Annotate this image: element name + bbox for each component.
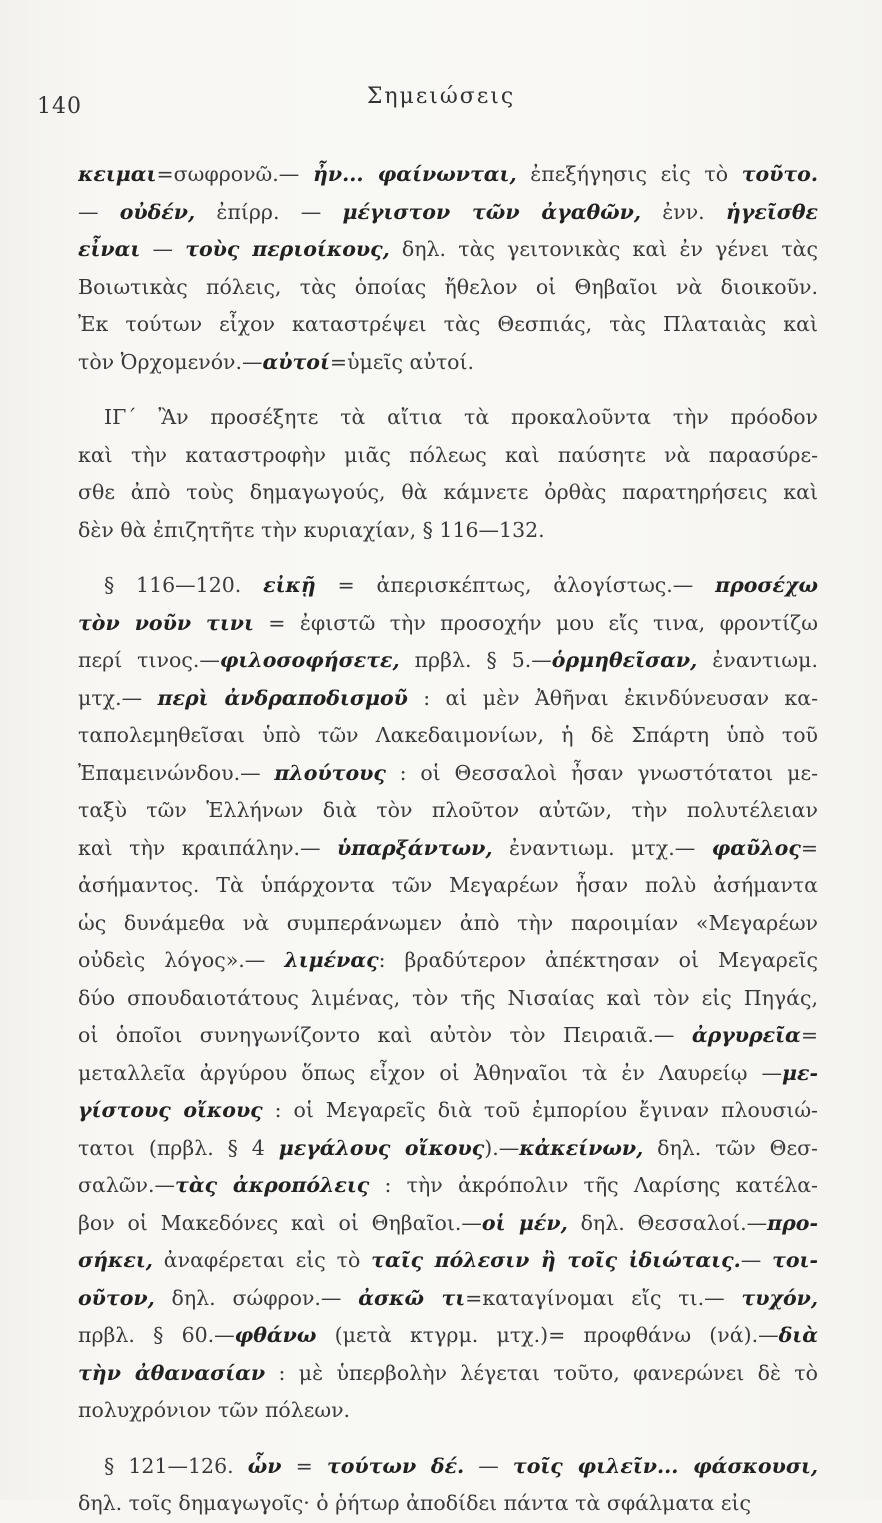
commentary-text: § 121—126.	[104, 1453, 248, 1478]
commentary-text: (μετὰ κτγρμ. μτχ.)= προφθάνω (νά).—	[316, 1323, 779, 1347]
text-line	[78, 1017, 818, 1055]
text-line	[78, 1092, 818, 1130]
commentary-text: μτχ.—	[78, 685, 158, 710]
text-line	[78, 1055, 818, 1093]
commentary-text: =σωφρονῶ.—	[156, 162, 313, 186]
lemma-term: μεγάλους οἴκους	[278, 1135, 485, 1160]
commentary-text: δύο σπουδαιοτάτους λιμένας, τὸν τῆς Νισαίας καὶ τὸν εἰς Πηγάς,	[78, 985, 818, 1010]
commentary-text: καὶ τὴν κραιπάλην.—	[78, 835, 338, 860]
lemma-term: διὰ	[778, 1323, 818, 1347]
paragraph-gap	[78, 381, 818, 399]
text-line	[78, 1130, 818, 1168]
lemma-term: ὑπαρξάντων,	[337, 835, 493, 860]
commentary-text: δὲν θὰ ἐπιζητῆτε τὴν κυριαχίαν, § 116—132.	[78, 517, 545, 542]
commentary-text: : οἱ Μεγαρεῖς διὰ τοῦ ἐμπορίου ἔγιναν πλουσιώ-	[262, 1098, 818, 1122]
text-line	[78, 867, 818, 905]
lemma-term: ἀργυρεῖα	[691, 1023, 801, 1047]
lemma-term: προ-	[767, 1210, 818, 1235]
lemma-term: φιλοσοφήσετε,	[219, 648, 400, 672]
text-line	[78, 1280, 818, 1318]
text-line	[78, 1485, 818, 1523]
commentary-text: τὸν Ὀρχομενόν.—	[78, 349, 263, 374]
text-line	[78, 942, 818, 980]
text-line	[78, 194, 818, 232]
lemma-term: αὐτοί	[262, 349, 330, 374]
lemma-term: τοῖς φιλεῖν... φάσκουσι,	[512, 1453, 818, 1478]
text-line	[78, 231, 818, 269]
lemma-term: με-	[782, 1060, 818, 1085]
commentary-text: δηλ. τοῖς δημαγωγοῖς· ὁ ῥήτωρ ἀποδίδει πάντα τὰ σφάλματα εἰς	[78, 1491, 752, 1515]
commentary-text: Ἐπαμεινώνδου.—	[78, 760, 275, 785]
text-line	[78, 1205, 818, 1243]
page-number: 140	[37, 94, 82, 119]
commentary-text: δηλ. Θεσσαλοί.—	[567, 1210, 768, 1235]
text-line	[78, 437, 818, 475]
commentary-text: Βοιωτικὰς πόλεις, τὰς ὁποίας ἤθελον οἱ Θηβαῖοι νὰ διοικοῦν.	[78, 274, 818, 299]
commentary-text: οὐδεὶς λόγος».—	[78, 948, 285, 972]
text-line	[78, 680, 818, 718]
text-line	[78, 1448, 818, 1486]
text-line	[78, 1167, 818, 1205]
lemma-term: τὸν νοῦν τινι	[78, 610, 254, 635]
lemma-term: οἱ μέν,	[481, 1210, 568, 1235]
text-line	[78, 567, 818, 605]
lemma-term: σήκει,	[78, 1248, 153, 1272]
text-line	[78, 344, 818, 382]
commentary-text: βον οἱ Μακεδόνες καὶ οἱ Θηβαῖοι.—	[78, 1210, 482, 1235]
lemma-term: ὁρμηθεῖσαν,	[551, 648, 698, 672]
commentary-text: ἐπίρρ. —	[195, 199, 343, 224]
commentary-text: —	[464, 1453, 513, 1478]
commentary-text: ἐναντιωμ.	[697, 648, 818, 672]
lemma-term: γίστους οἴκους	[78, 1098, 263, 1122]
commentary-text: ταπολεμηθεῖσαι ὑπὸ τῶν Λακεδαιμονίων, ἡ δὲ Σπάρτη ὑπὸ τοῦ	[78, 723, 818, 747]
commentary-text: : βραδύτερον ἀπέκτησαν οἱ Μεγαρεῖς	[378, 948, 818, 972]
commentary-text: ὡς δυνάμεθα νὰ συμπεράνωμεν ἀπὸ τὴν παροιμίαν «Μεγαρέων	[78, 910, 818, 935]
lemma-term: τὴν ἀθανασίαν	[78, 1360, 266, 1385]
text-line	[78, 1242, 818, 1280]
lemma-term: φαῦλος	[711, 835, 801, 860]
commentary-text: περί τινος.—	[78, 648, 220, 672]
commentary-text: ἐναντιωμ. μτχ.—	[492, 835, 712, 860]
commentary-text: καὶ τὴν καταστροφὴν μιᾶς πόλεως καὶ παύσητε νὰ παρασύρε-	[78, 442, 818, 467]
commentary-text: μεταλλεῖα ἀργύρου ὅπως εἶχον οἱ Ἀθηναῖοι τὰ ἐν Λαυρείῳ —	[78, 1060, 783, 1085]
lemma-term: ταῖς πόλεσιν ἢ τοῖς ἰδιώταις.	[371, 1248, 741, 1272]
commentary-text: σαλῶν.—	[78, 1173, 176, 1197]
lemma-term: ἀσκῶ τι	[358, 1285, 466, 1310]
commentary-text: : τὴν ἀκρόπολιν τῆς Λαρίσης κατέλα-	[369, 1173, 818, 1197]
commentary-text: : μὲ ὑπερβολὴν λέγεται τοῦτο, φανερώνει δὲ τὸ	[265, 1360, 818, 1385]
commentary-text: = ἐφιστῶ τὴν προσοχήν μου εἴς τινα, φροντίζω	[253, 610, 818, 635]
lemma-term: περὶ ἀνδραποδισμοῦ	[157, 685, 408, 710]
paragraph-gap	[78, 549, 818, 567]
lemma-term: λιμένας	[284, 948, 379, 972]
text-line	[78, 1317, 818, 1355]
commentary-text: ἀσήμαντος. Τὰ ὑπάρχοντα τῶν Μεγαρέων ἦσαν πολὺ ἀσήμαντα	[78, 873, 818, 897]
text-line	[78, 512, 818, 550]
commentary-text: πρβλ. § 5.—	[399, 648, 552, 672]
lemma-term: τοὺς περιοίκους,	[185, 237, 390, 261]
lemma-term: τοῦτο.	[741, 162, 818, 186]
text-line	[78, 605, 818, 643]
text-line	[78, 755, 818, 793]
text-line	[78, 156, 818, 194]
text-line	[78, 306, 818, 344]
commentary-text: —	[740, 1248, 773, 1272]
lemma-term: φθάνω	[234, 1323, 317, 1347]
lemma-term: οὐδέν,	[119, 199, 196, 224]
running-title: Σημειώσεις	[366, 84, 516, 109]
commentary-text: ἐνν.	[641, 199, 726, 224]
text-line	[78, 474, 818, 512]
lemma-term: τούτων δέ.	[326, 1453, 465, 1478]
commentary-text: =	[800, 1023, 818, 1047]
commentary-text: =	[281, 1453, 327, 1478]
commentary-text: —	[78, 199, 120, 224]
commentary-text: ).—	[484, 1135, 520, 1160]
commentary-text: =καταγίνομαι εἴς τι.—	[465, 1285, 742, 1310]
commentary-text: Ἐκ τούτων εἶχον καταστρέψει τὰς Θεσπιάς, τὰς Πλαταιὰς καὶ	[78, 312, 818, 336]
text-line	[78, 269, 818, 307]
commentary-text: τατοι (πρβλ. § 4	[78, 1135, 279, 1160]
lemma-term: τοι-	[772, 1248, 818, 1272]
text-line	[78, 1355, 818, 1393]
lemma-term: κειμαι	[78, 162, 157, 186]
lemma-term: τὰς ἀκροπόλεις	[175, 1173, 370, 1197]
commentary-text: δηλ. τὰς γειτονικὰς καὶ ἐν γένει τὰς	[389, 237, 818, 261]
lemma-term: ἦν... φαίνωνται,	[312, 162, 517, 186]
text-line	[78, 905, 818, 943]
commentary-text: ἀναφέρεται εἰς τὸ	[152, 1248, 372, 1272]
commentary-text: : αἱ μὲν Ἀθῆναι ἐκινδύνευσαν κα-	[407, 685, 818, 710]
lemma-term: ὧν	[247, 1453, 282, 1478]
lemma-term: κἀκείνων,	[519, 1135, 644, 1160]
commentary-text: πολυχρόνιον τῶν πόλεων.	[78, 1398, 351, 1422]
lemma-term: τυχόν,	[741, 1285, 818, 1310]
text-line	[78, 980, 818, 1018]
text-line	[78, 399, 818, 437]
commentary-text: : οἱ Θεσσαλοὶ ἦσαν γνωστότατοι με-	[385, 760, 818, 785]
lemma-term: προσέχω	[715, 573, 818, 597]
commentary-text: δηλ. σώφρον.—	[154, 1285, 359, 1310]
commentary-text: ταξὺ τῶν Ἑλλήνων διὰ τὸν πλοῦτον αὐτῶν, τὴν πολυτέλειαν	[78, 798, 818, 822]
commentary-text: ΙΓ΄ Ἂν προσέξητε τὰ αἴτια τὰ προκαλοῦντα τὴν πρόοδον	[104, 405, 818, 429]
commentary-text: =	[800, 835, 818, 860]
paragraph-gap	[78, 1430, 818, 1448]
lemma-term: ἡγεῖσθε	[725, 199, 818, 224]
lemma-term: οῦτον,	[78, 1285, 155, 1310]
commentary-text: πρβλ. § 60.—	[78, 1323, 235, 1347]
lemma-term: μέγιστον τῶν ἀγαθῶν,	[342, 199, 642, 224]
lemma-term: πλούτους	[274, 760, 386, 785]
commentary-text: ἐπεξήγησις εἰς τὸ	[516, 162, 742, 186]
commentary-text: = ἀπερισκέπτως, ἀλογίστως.—	[315, 573, 716, 597]
text-line	[78, 642, 818, 680]
lemma-term: εἶναι	[78, 237, 141, 261]
commentary-text: § 116—120.	[104, 573, 264, 597]
text-line	[78, 1392, 818, 1430]
lemma-term: εἰκῇ	[263, 573, 316, 597]
commentary-text: οἱ ὁποῖοι συνηγωνίζοντο καὶ αὐτὸν τὸν Πειραιᾶ.—	[78, 1023, 692, 1047]
commentary-text: —	[140, 237, 186, 261]
text-line	[78, 717, 818, 755]
commentary-text: δηλ. τῶν Θεσ-	[643, 1135, 818, 1160]
text-line	[78, 830, 818, 868]
commentary-text: σθε ἀπὸ τοὺς δημαγωγούς, θὰ κάμνετε ὀρθὰς παρατηρήσεις καὶ	[78, 480, 818, 504]
text-line	[78, 792, 818, 830]
commentary-text: =ὑμεῖς αὐτοί.	[329, 349, 475, 374]
notes-body	[78, 156, 818, 1523]
